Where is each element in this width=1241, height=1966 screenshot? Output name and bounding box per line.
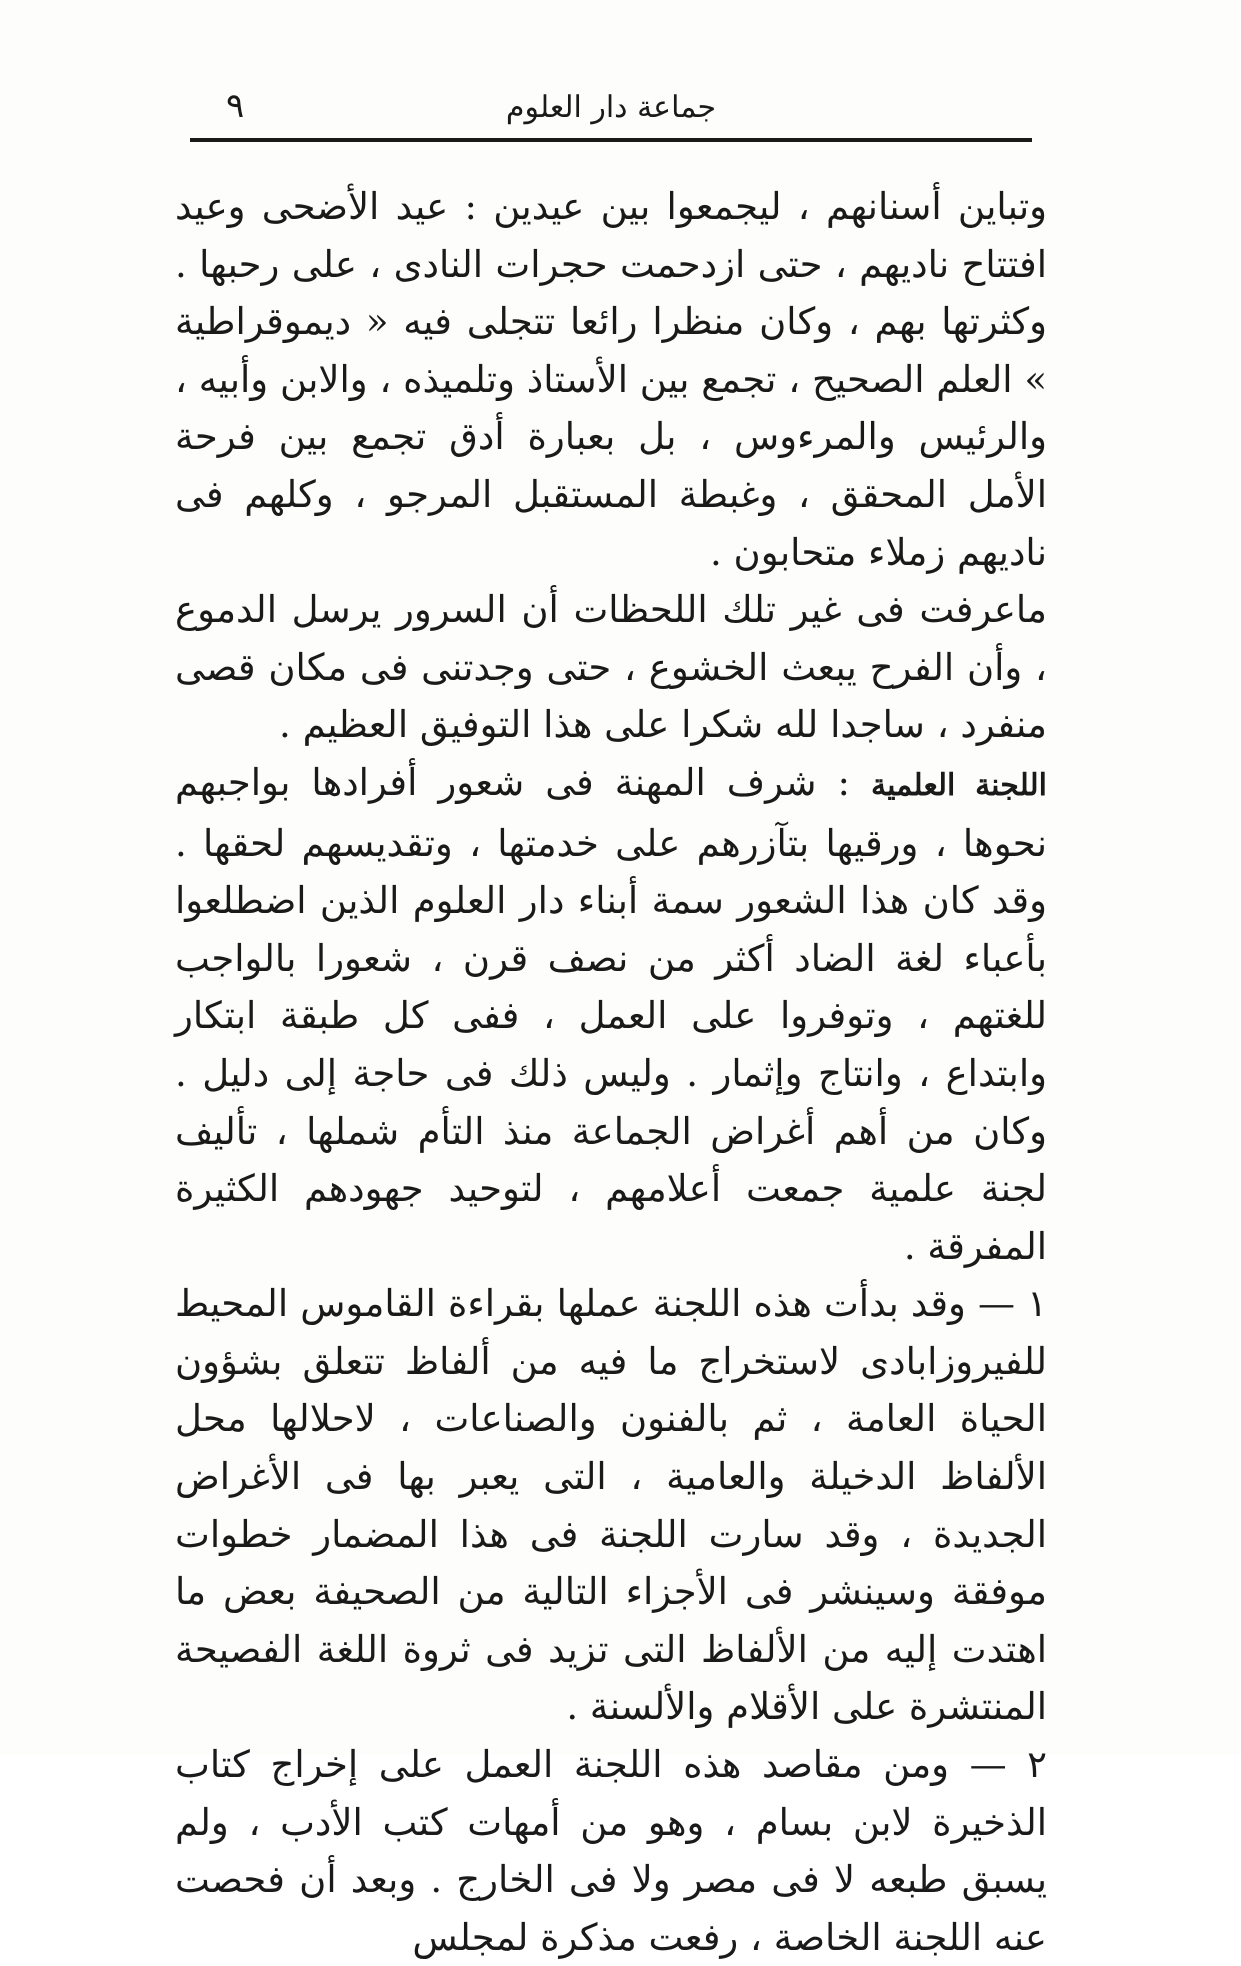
paragraph-5: ٢ — ومن مقاصد هذه اللجنة العمل على إخراج كتاب الذخيرة لابن بسام ، وهو من أمهات كتب الأدب ، ولم يسبق طبعه لا فى مصر ولا فى الخارج . وبعد أن فحصت عنه اللجنة الخاصة ، رفعت مذكرة لمجلس [175, 1743, 1047, 1959]
page-header [190, 80, 1032, 140]
paragraph-3-text: : شرف المهنة فى شعور أفرادها بواجبهم نحوها ، ورقيها بتآزرهم على خدمتها ، وتقديسهم لحقها . وقد كان هذا الشعور سمة أبناء دار العلوم الذين اضطلعوا بأعباء لغة الضاد أكثر من نصف قرن ، شعورا بالواجب للغتهم ، وتوفروا على العمل ، ففى كل طبقة ابتكار وابتداع ، وانتاج وإثمار . وليس ذلك فى حاجة إلى دليل . وكان من أهم أغراض الجماعة منذ التأم شملها ، تأليف لجنة علمية جمعت أعلامهم ، لتوحيد جهودهم الكثيرة المفرقة . [175, 760, 1047, 1268]
paragraph-4: ١ — وقد بدأت هذه اللجنة عملها بقراءة القاموس المحيط للفيروزابادى لاستخراج ما فيه من ألفاظ تتعلق بشؤون الحياة العامة ، ثم بالفنون والصناعات ، لاحلالها محل الألفاظ الدخيلة والعامية ، التى يعبر بها فى الأغراض الجديدة ، وقد سارت اللجنة فى هذا المضمار خطوات موفقة وسينشر فى الأجزاء التالية من الصحيفة بعض ما اهتدت إليه من الألفاظ التى تزيد فى ثروة اللغة الفصيحة المنتشرة على الأقلام والألسنة . [175, 1282, 1047, 1729]
paragraph-2: ماعرفت فى غير تلك اللحظات أن السرور يرسل الدموع ، وأن الفرح يبعث الخشوع ، حتى وجدتنى فى مكان قصى منفرد ، ساجدا لله شكرا على هذا التوفيق العظيم . [175, 588, 1047, 747]
running-title: جماعة دار العلوم [505, 90, 717, 125]
header-rule [190, 138, 1032, 142]
page-number: ٩ [226, 86, 245, 126]
paragraph-1: وتباين أسنانهم ، ليجمعوا بين عيدين : عيد الأضحى وعيد افتتاح ناديهم ، حتى ازدحمت حجرات النادى ، على رحبها . وكثرتها بهم ، وكان منظرا رائعا تتجلى فيه « ديموقراطية » العلم الصحيح ، تجمع بين الأستاذ وتلميذه ، والابن وأبيه ، والرئيس والمرءوس ، بل بعبارة أدق تجمع بين فرحة الأمل المحقق ، وغبطة المستقبل المرجو ، وكلهم فى ناديهم زملاء متحابون . [175, 185, 1047, 574]
paragraph-3 [175, 754, 1047, 1275]
section-label: اللجنة العلمية [871, 767, 1047, 803]
body-text [175, 178, 1047, 1966]
